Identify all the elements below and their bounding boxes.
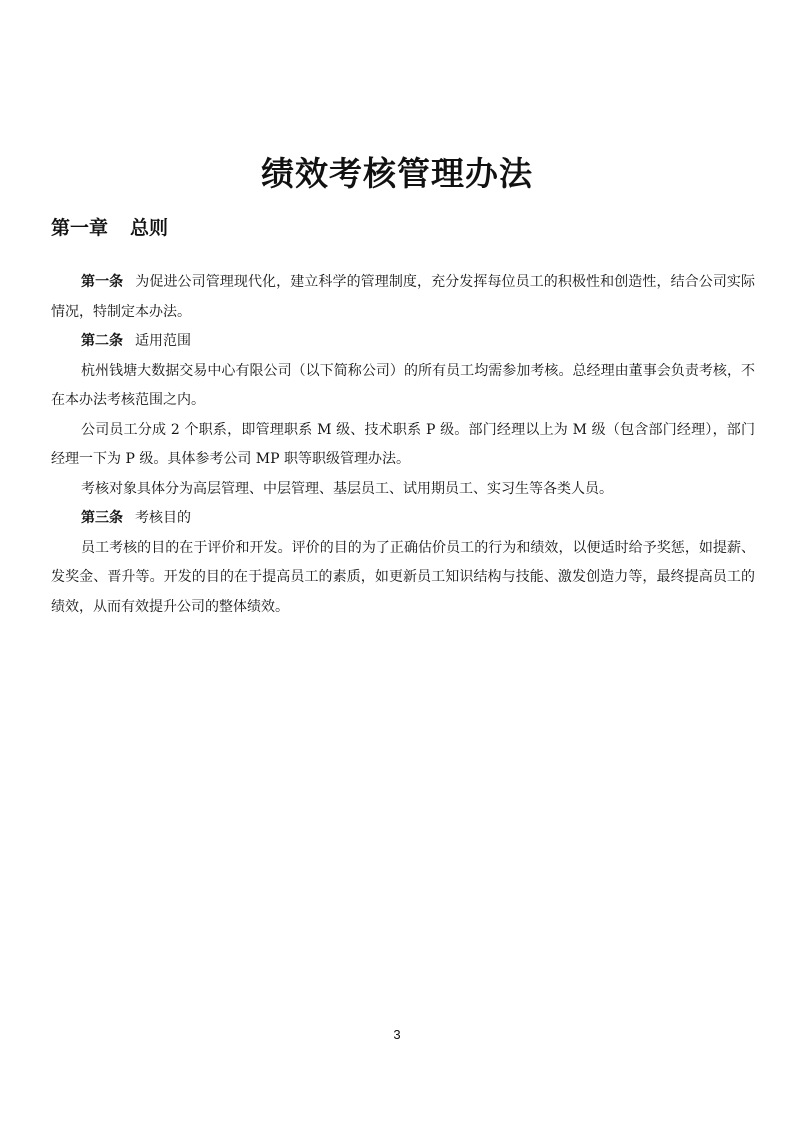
paragraph-text: 公司员工分成 2 个职系，即管理职系 M 级、技术职系 P 级。部门经理以上为 M 级（包含部门经理），部门经理一下为 P 级。具体参考公司 MP 职等职级管理办法。 — [51, 421, 755, 467]
paragraph-text: 考核对象具体分为高层管理、中层管理、基层员工、试用期员工、实习生等各类人员。 — [81, 480, 613, 497]
chapter-name: 总则 — [130, 217, 169, 239]
chapter-heading — [51, 213, 168, 240]
paragraph-text: 杭州钱塘大数据交易中心有限公司（以下简称公司）的所有员工均需参加考核。总经理由董事会负责考核，不在本办法考核范围之内。 — [51, 362, 755, 408]
paragraph-text: 为促进公司管理现代化，建立科学的管理制度，充分发挥每位员工的积极性和创造性，结合公司实际情况，特制定本办法。 — [51, 274, 756, 320]
article-label: 第二条 — [81, 333, 123, 349]
article-label: 第三条 — [81, 510, 123, 526]
paragraph-text: 考核目的 — [135, 510, 191, 526]
paragraph-targets — [51, 475, 755, 505]
paragraph-levels — [51, 416, 755, 475]
paragraph-text: 适用范围 — [135, 333, 191, 349]
paragraph-scope — [51, 357, 755, 416]
chapter-number: 第一章 — [51, 217, 109, 239]
article-label: 第一条 — [81, 274, 124, 290]
page-number: 3 — [393, 1027, 401, 1042]
document-body — [51, 268, 755, 622]
paragraph-article-2 — [51, 327, 755, 357]
paragraph-purpose — [51, 534, 755, 623]
document-title: 绩效考核管理办法 — [261, 154, 533, 193]
paragraph-article-1 — [51, 268, 755, 327]
paragraph-text: 员工考核的目的在于评价和开发。评价的目的为了正确估价员工的行为和绩效，以便适时给予奖惩，如提薪、发奖金、晋升等。开发的目的在于提高员工的素质，如更新员工知识结构与技能、激发创造力等，最终提高员工的绩效，从而有效提升公司的整体绩效。 — [51, 539, 755, 615]
paragraph-article-3 — [51, 504, 755, 534]
